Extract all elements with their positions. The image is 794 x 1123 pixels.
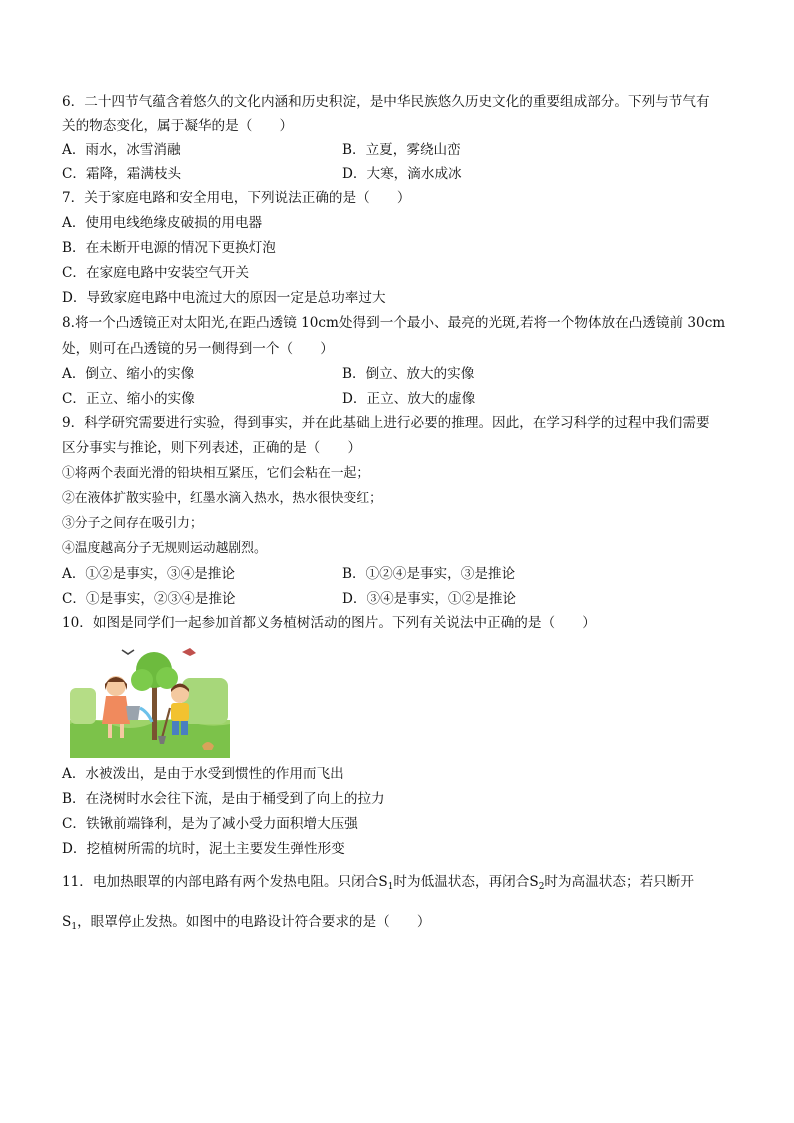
q9-item-3: ③分子之间存在吸引力； [62,516,203,531]
q9-item-2: ②在液体扩散实验中，红墨水滴入热水，热水很快变红； [62,491,382,506]
background-bush-left [70,688,96,724]
q8-option-c: C．正立、缩小的实像 [62,391,195,407]
q9-item-4: ④温度越高分子无规则运动越剧烈。 [62,541,267,556]
q8-stem-line1: 8.将一个凸透镜正对太阳光,在距凸透镜 10cm处得到一个最小、最亮的光斑,若将一个物体放在凸透镜前 30cm [62,315,726,331]
tree-trunk [152,682,157,740]
q6-option-b: B．立夏，雾绕山峦 [342,142,461,158]
q10-stem: 10．如图是同学们一起参加首都义务植树活动的图片。下列有关说法中正确的是（ ） [62,615,596,631]
q10-option-a: A．水被泼出，是由于水受到惯性的作用而飞出 [62,766,344,782]
q8-stem-line2: 处，则可在凸透镜的另一侧得到一个（ ） [62,341,334,357]
bird-icon [182,648,196,656]
boy-shirt [171,703,189,721]
q7-option-c: C．在家庭电路中安装空气开关 [62,265,250,281]
q6-option-c: C．霜降，霜满枝头 [62,166,182,182]
q10-option-b: B．在浇树时水会往下流，是由于桶受到了向上的拉力 [62,791,385,807]
girl-dress [102,696,130,724]
q11-stem-line2: $S_1$，眼罩停止发热。如图中的电路设计符合要求的是（ ） [62,914,431,932]
q7-option-a: A．使用电线绝缘皮破损的用电器 [62,215,263,231]
switch-s1-label: $S_1$ [62,914,78,932]
q11-stem-line1: 11．电加热眼罩的内部电路有两个发热电阻。只闭合$S_1$时为低温状态，再闭合$S_2$时为高温状态；若只断开 [62,874,694,892]
q10-option-c: C．铁锹前端锋利，是为了减小受力面积增大压强 [62,816,358,832]
q9-option-c: C．①是事实，②③④是推论 [62,591,236,607]
q6-stem-line1: 6．二十四节气蕴含着悠久的文化内涵和历史积淀，是中华民族悠久历史文化的重要组成部分。下列与节气有 [62,94,710,110]
switch-s2-label: $S_2$ [529,874,545,892]
q8-option-b: B．倒立、放大的实像 [342,366,475,382]
switch-s1-label: $S_1$ [378,874,394,892]
q9-item-1: ①将两个表面光滑的铅块相互紧压，它们会粘在一起； [62,466,370,481]
q8-option-d: D．正立、放大的虚像 [342,391,476,407]
grass-hill [70,719,230,758]
q9-stem-line2: 区分事实与推论，则下列表述，正确的是（ ） [62,440,362,456]
q9-stem-line1: 9．科学研究需要进行实验，得到事实，并在此基础上进行必要的推理。因此，在学习科学的过程中我们需要 [62,415,710,431]
tree-planting-illustration [70,642,230,758]
q7-option-d: D．导致家庭电路中电流过大的原因一定是总功率过大 [62,290,386,306]
q9-option-d: D．③④是事实，①②是推论 [342,591,517,607]
q9-option-a: A．①②是事实，③④是推论 [62,566,235,582]
q6-option-a: A．雨水，冰雪消融 [62,142,181,158]
q7-option-b: B．在未断开电源的情况下更换灯泡 [62,240,276,256]
q8-option-a: A．倒立、缩小的实像 [62,366,195,382]
q6-stem-line2: 关的物态变化，属于凝华的是（ ） [62,118,294,134]
q9-option-b: B．①②④是事实，③是推论 [342,566,516,582]
q7-stem: 7．关于家庭电路和安全用电，下列说法正确的是（ ） [62,190,411,206]
water-stream [140,708,152,722]
q10-option-d: D．挖植树所需的坑时，泥土主要发生弹性形变 [62,841,345,857]
bird-icon [122,650,134,654]
q6-option-d: D．大寒，滴水成冰 [342,166,462,182]
bucket-icon [126,706,140,720]
